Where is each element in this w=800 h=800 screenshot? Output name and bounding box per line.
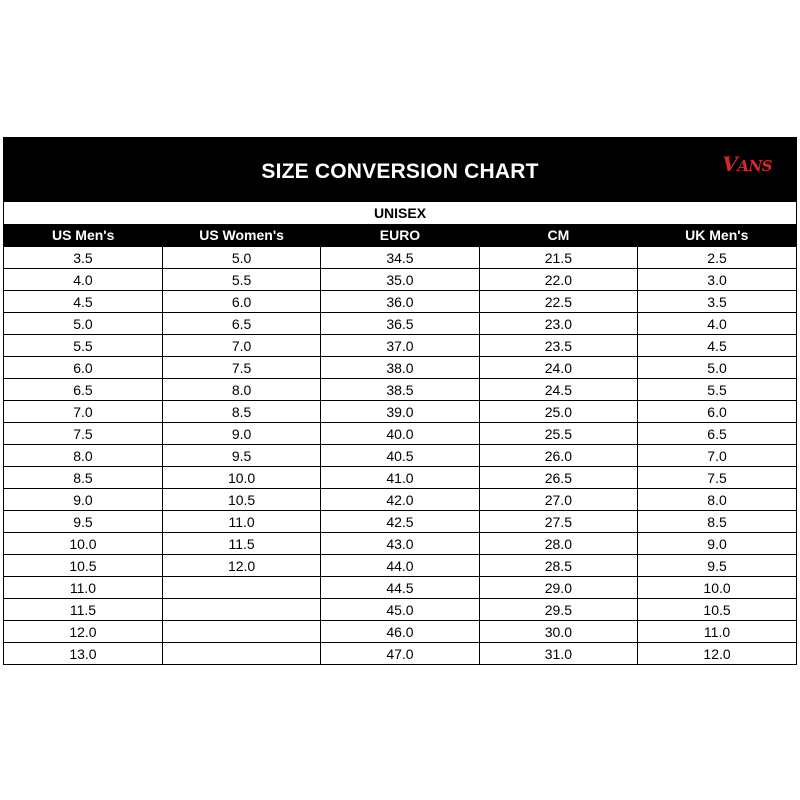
- table-cell: 42.0: [321, 489, 479, 511]
- table-cell: 23.0: [479, 313, 637, 335]
- table-cell: 10.5: [162, 489, 320, 511]
- table-cell: 8.5: [4, 467, 162, 489]
- table-row: [4, 313, 796, 335]
- table-row: [4, 445, 796, 467]
- table-cell: 34.5: [321, 247, 479, 269]
- table-cell: 10.5: [638, 599, 796, 621]
- table-cell: 3.5: [638, 291, 796, 313]
- table-row: [4, 269, 796, 291]
- table-cell: 10.5: [4, 555, 162, 577]
- table-cell: 41.0: [321, 467, 479, 489]
- table-cell: 44.0: [321, 555, 479, 577]
- size-conversion-chart: [3, 137, 797, 665]
- table-row: [4, 357, 796, 379]
- chart-title: SIZE CONVERSION CHART: [261, 159, 539, 183]
- table-cell: 7.5: [162, 357, 320, 379]
- table-cell: 6.5: [638, 423, 796, 445]
- table-cell: 25.5: [479, 423, 637, 445]
- table-cell: 39.0: [321, 401, 479, 423]
- table-cell: [162, 643, 320, 665]
- table-row: [4, 643, 796, 665]
- table-cell: 12.0: [638, 643, 796, 665]
- table-cell: 36.5: [321, 313, 479, 335]
- table-cell: 2.5: [638, 247, 796, 269]
- table-cell: 4.5: [638, 335, 796, 357]
- table-row: [4, 379, 796, 401]
- table-cell: 4.0: [638, 313, 796, 335]
- table-row: [4, 423, 796, 445]
- table-cell: 5.5: [4, 335, 162, 357]
- table-cell: 9.5: [638, 555, 796, 577]
- table-cell: 3.5: [4, 247, 162, 269]
- table-cell: 3.0: [638, 269, 796, 291]
- table-cell: 10.0: [638, 577, 796, 599]
- table-cell: 8.5: [638, 511, 796, 533]
- table-cell: 36.0: [321, 291, 479, 313]
- table-cell: [162, 599, 320, 621]
- table-cell: 8.0: [4, 445, 162, 467]
- table-cell: 4.0: [4, 269, 162, 291]
- header-row: [4, 224, 796, 247]
- table-cell: 11.5: [4, 599, 162, 621]
- table-cell: 46.0: [321, 621, 479, 643]
- size-table: [4, 224, 796, 664]
- table-cell: 40.0: [321, 423, 479, 445]
- table-cell: 9.5: [4, 511, 162, 533]
- table-row: [4, 335, 796, 357]
- table-cell: 12.0: [4, 621, 162, 643]
- table-cell: 10.0: [4, 533, 162, 555]
- table-cell: 29.5: [479, 599, 637, 621]
- table-cell: 5.5: [162, 269, 320, 291]
- table-row: [4, 489, 796, 511]
- table-cell: 37.0: [321, 335, 479, 357]
- table-cell: 25.0: [479, 401, 637, 423]
- table-cell: 40.5: [321, 445, 479, 467]
- table-cell: 26.5: [479, 467, 637, 489]
- column-header: US Men's: [4, 224, 162, 247]
- table-cell: 6.0: [4, 357, 162, 379]
- vans-logo: VANS: [722, 152, 772, 176]
- table-cell: 11.5: [162, 533, 320, 555]
- table-cell: 7.5: [4, 423, 162, 445]
- table-cell: 38.0: [321, 357, 479, 379]
- table-row: [4, 467, 796, 489]
- table-cell: 38.5: [321, 379, 479, 401]
- table-row: [4, 599, 796, 621]
- table-cell: 28.5: [479, 555, 637, 577]
- table-cell: 6.0: [638, 401, 796, 423]
- table-cell: 7.0: [638, 445, 796, 467]
- table-cell: 27.0: [479, 489, 637, 511]
- table-cell: 35.0: [321, 269, 479, 291]
- table-cell: 24.0: [479, 357, 637, 379]
- table-cell: 6.5: [4, 379, 162, 401]
- table-cell: 7.0: [4, 401, 162, 423]
- table-cell: 43.0: [321, 533, 479, 555]
- chart-header: [4, 138, 796, 201]
- table-cell: 5.5: [638, 379, 796, 401]
- table-cell: 11.0: [162, 511, 320, 533]
- table-cell: 30.0: [479, 621, 637, 643]
- table-row: [4, 555, 796, 577]
- table-cell: 44.5: [321, 577, 479, 599]
- table-cell: 8.0: [162, 379, 320, 401]
- table-cell: 9.5: [162, 445, 320, 467]
- table-cell: 6.0: [162, 291, 320, 313]
- column-header: EURO: [321, 224, 479, 247]
- column-header: US Women's: [162, 224, 320, 247]
- table-cell: 5.0: [638, 357, 796, 379]
- table-cell: 47.0: [321, 643, 479, 665]
- table-row: [4, 511, 796, 533]
- table-row: [4, 247, 796, 269]
- table-cell: 5.0: [162, 247, 320, 269]
- table-cell: 22.5: [479, 291, 637, 313]
- table-cell: 12.0: [162, 555, 320, 577]
- table-cell: 7.0: [162, 335, 320, 357]
- table-cell: [162, 577, 320, 599]
- table-cell: 9.0: [638, 533, 796, 555]
- table-cell: 10.0: [162, 467, 320, 489]
- table-body: [4, 247, 796, 665]
- table-cell: 21.5: [479, 247, 637, 269]
- table-cell: 22.0: [479, 269, 637, 291]
- unisex-label: UNISEX: [4, 201, 796, 224]
- table-cell: 13.0: [4, 643, 162, 665]
- table-cell: 23.5: [479, 335, 637, 357]
- column-header: UK Men's: [638, 224, 796, 247]
- table-row: [4, 401, 796, 423]
- table-cell: 8.0: [638, 489, 796, 511]
- table-cell: 11.0: [4, 577, 162, 599]
- table-cell: 8.5: [162, 401, 320, 423]
- table-cell: 26.0: [479, 445, 637, 467]
- table-cell: 24.5: [479, 379, 637, 401]
- table-cell: 9.0: [162, 423, 320, 445]
- table-cell: 45.0: [321, 599, 479, 621]
- table-cell: 29.0: [479, 577, 637, 599]
- table-row: [4, 291, 796, 313]
- table-row: [4, 577, 796, 599]
- table-row: [4, 621, 796, 643]
- table-cell: 11.0: [638, 621, 796, 643]
- column-header: CM: [479, 224, 637, 247]
- table-cell: [162, 621, 320, 643]
- table-cell: 42.5: [321, 511, 479, 533]
- table-cell: 27.5: [479, 511, 637, 533]
- table-cell: 5.0: [4, 313, 162, 335]
- table-row: [4, 533, 796, 555]
- table-cell: 4.5: [4, 291, 162, 313]
- table-cell: 28.0: [479, 533, 637, 555]
- table-cell: 9.0: [4, 489, 162, 511]
- table-cell: 7.5: [638, 467, 796, 489]
- table-cell: 31.0: [479, 643, 637, 665]
- table-cell: 6.5: [162, 313, 320, 335]
